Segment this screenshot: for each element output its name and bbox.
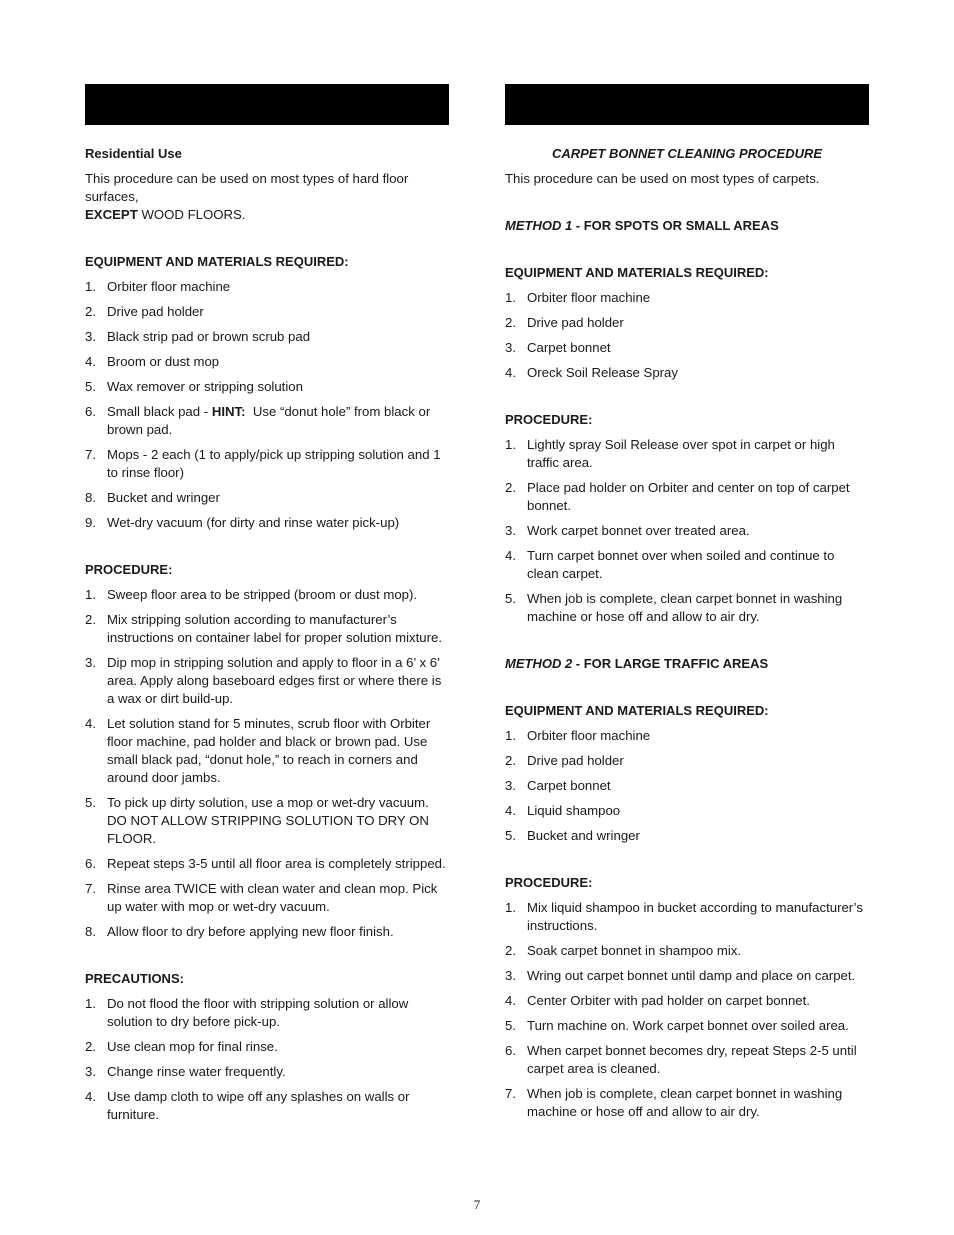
list-item: 7. Rinse area TWICE with clean water and clean mop. Pick up water with mop or wet-dry vacuum. [85, 881, 438, 914]
m2-procedure-list [505, 899, 869, 1121]
list-item: 1. Lightly spray Soil Release over spot in carpet or high traffic area. [505, 437, 835, 470]
list-item: 4. Liquid shampoo [505, 803, 621, 818]
m2-procedure-heading: PROCEDURE: [505, 875, 593, 890]
page-number: 7 [473, 1197, 481, 1212]
m1-procedure-list [505, 436, 869, 626]
method-1-heading: METHOD 1 - FOR SPOTS OR SMALL AREAS [505, 218, 779, 233]
list-item: 2. Drive pad holder [505, 315, 624, 330]
list-item: 2. Drive pad holder [505, 753, 624, 768]
list-item: 3. Change rinse water frequently. [85, 1064, 286, 1079]
left-column [85, 84, 449, 1131]
carpet-procedure-title: CARPET BONNET CLEANING PROCEDURE [551, 146, 823, 161]
list-item: 8. Bucket and wringer [85, 490, 220, 505]
list-item: 2. Drive pad holder [85, 304, 204, 319]
list-item: 6. Repeat steps 3-5 until all floor area is completely stripped. [85, 856, 446, 871]
list-item: 1. Orbiter floor machine [505, 728, 651, 743]
m1-procedure-heading: PROCEDURE: [505, 412, 593, 427]
list-item: 5. Bucket and wringer [505, 828, 640, 843]
residential-intro [85, 170, 449, 224]
list-item: 9. Wet-dry vacuum (for dirty and rinse water pick-up) [85, 515, 400, 530]
list-item: 3. Carpet bonnet [505, 778, 611, 793]
m1-equipment-heading: EQUIPMENT AND MATERIALS REQUIRED: [505, 265, 769, 280]
list-item: 6. Small black pad - HINT: Use “donut hole” from black or brown pad. [85, 404, 431, 437]
residential-use-heading: Residential Use [85, 146, 182, 161]
list-item: 5. Turn machine on. Work carpet bonnet over soiled area. [505, 1018, 849, 1033]
list-item: 6. When carpet bonnet becomes dry, repeat Steps 2-5 until carpet area is cleaned. [505, 1043, 857, 1076]
list-item: 1. Orbiter floor machine [505, 290, 651, 305]
list-item: 1. Orbiter floor machine [85, 279, 231, 294]
m2-equipment-heading: EQUIPMENT AND MATERIALS REQUIRED: [505, 703, 769, 718]
list-item: 5. To pick up dirty solution, use a mop or wet-dry vacuum. DO NOT ALLOW STRIPPING SOLUTION TO DRY ON FLOOR. [85, 795, 429, 846]
m1-equipment-list [505, 289, 869, 382]
list-item: 4. Use damp cloth to wipe off any splashes on walls or furniture. [85, 1089, 410, 1122]
list-item: 3. Black strip pad or brown scrub pad [85, 329, 311, 344]
list-item: 3. Carpet bonnet [505, 340, 611, 355]
list-item: 2. Soak carpet bonnet in shampoo mix. [505, 943, 742, 958]
list-item: 4. Oreck Soil Release Spray [505, 365, 678, 380]
carpet-intro: This procedure can be used on most types of carpets. [505, 171, 820, 186]
hint-label: HINT: [211, 404, 246, 419]
intro-tail: WOOD FLOORS. [141, 207, 246, 222]
right-header-bar [505, 84, 869, 125]
list-item: 3. Work carpet bonnet over treated area. [505, 523, 750, 538]
list-item: 3. Wring out carpet bonnet until damp and place on carpet. [505, 968, 856, 983]
equipment-list [85, 278, 449, 532]
intro-except: EXCEPT [85, 207, 138, 222]
list-item: 1. Do not flood the floor with stripping solution or allow solution to dry before pick-up. [85, 996, 409, 1029]
list-item: 4. Turn carpet bonnet over when soiled and continue to clean carpet. [505, 548, 835, 581]
list-item: 5. When job is complete, clean carpet bonnet in washing machine or hose off and allow to air dry. [505, 591, 843, 624]
list-item: 2. Place pad holder on Orbiter and center on top of carpet bonnet. [505, 480, 850, 513]
list-item: 4. Center Orbiter with pad holder on carpet bonnet. [505, 993, 810, 1008]
list-item: 7. When job is complete, clean carpet bonnet in washing machine or hose off and allow to air dry. [505, 1086, 843, 1119]
list-item: 5. Wax remover or stripping solution [85, 379, 303, 394]
precautions-heading: PRECAUTIONS: [85, 971, 184, 986]
method-2-heading: METHOD 2 - FOR LARGE TRAFFIC AREAS [505, 656, 769, 671]
list-item: 4. Let solution stand for 5 minutes, scrub floor with Orbiter floor machine, pad holder and black or brown pad. Use small black pad, “donut hole,” to reach in corners and around door jambs. [85, 716, 431, 785]
list-item: 1. Mix liquid shampoo in bucket according to manufacturer’s instructions. [505, 900, 863, 933]
list-item: 1. Sweep floor area to be stripped (broom or dust mop). [85, 587, 418, 602]
m2-equipment-list [505, 727, 869, 845]
intro-text: This procedure can be used on most types of hard floor surfaces, [85, 171, 409, 204]
equipment-heading: EQUIPMENT AND MATERIALS REQUIRED: [85, 254, 349, 269]
list-item: 2. Use clean mop for final rinse. [85, 1039, 278, 1054]
list-item: 8. Allow floor to dry before applying new floor finish. [85, 924, 394, 939]
list-item: 2. Mix stripping solution according to manufacturer’s instructions on container label for proper solution mixture. [85, 612, 442, 645]
left-header-bar [85, 84, 449, 125]
list-item: 4. Broom or dust mop [85, 354, 220, 369]
procedure-list [85, 586, 449, 941]
right-column [505, 84, 869, 1128]
list-item: 3. Dip mop in stripping solution and apply to floor in a 6’ x 6’ area. Apply along baseboard edges first or where there is a wax or dirt build-up. [85, 655, 442, 706]
procedure-heading: PROCEDURE: [85, 562, 173, 577]
precautions-list [85, 995, 449, 1124]
list-item: 7. Mops - 2 each (1 to apply/pick up stripping solution and 1 to rinse floor) [85, 447, 441, 480]
